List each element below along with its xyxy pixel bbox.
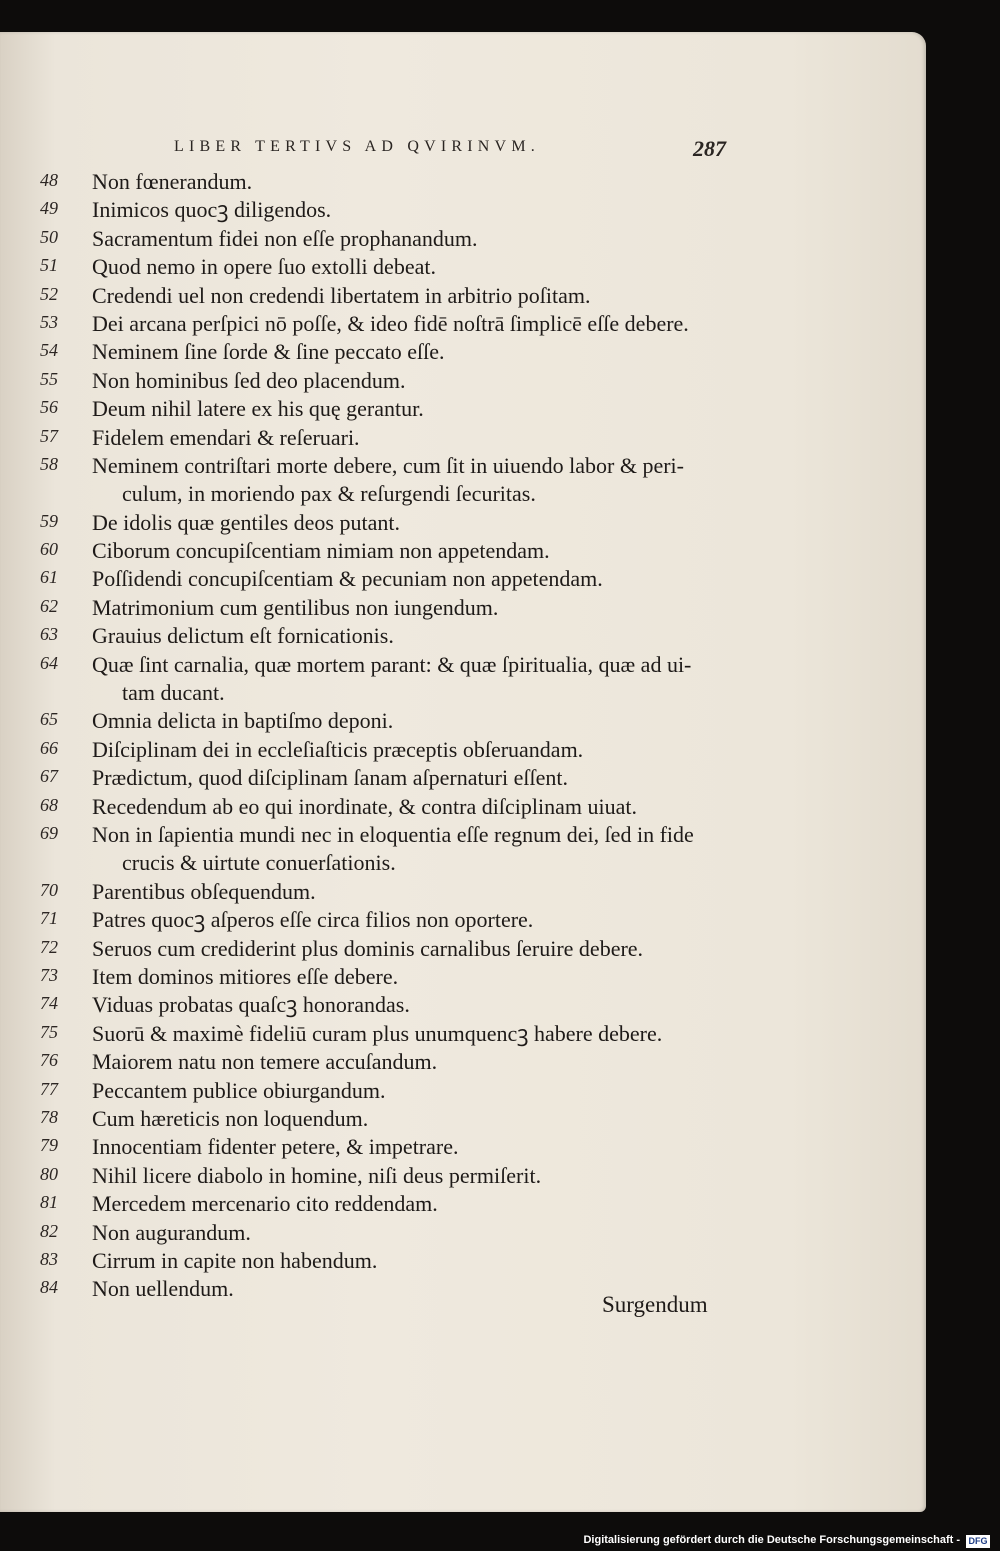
chapter-entry — [0, 367, 926, 395]
entry-text: Patres quocꝫ aſperos eſſe circa filios non oportere. — [92, 907, 534, 933]
chapter-entry — [0, 282, 926, 310]
entry-number: 63 — [40, 624, 58, 645]
page-number: 287 — [693, 136, 726, 161]
entry-text: Parentibus obſequendum. — [92, 878, 316, 904]
footer-bar — [0, 1532, 1000, 1551]
entry-number: 59 — [40, 510, 58, 531]
chapter-entry — [0, 935, 926, 963]
entry-text: Inimicos quocꝫ diligendos. — [92, 197, 332, 223]
entry-text: Neminem ſine ſorde & ſine peccato eſſe. — [92, 339, 445, 365]
dfg-logo: DFG — [966, 1535, 990, 1548]
entry-number: 77 — [40, 1078, 58, 1099]
entry-number: 64 — [40, 652, 58, 673]
entry-text: Credendi uel non credendi libertatem in arbitrio poſitam. — [92, 282, 591, 308]
funding-notice: Digitalisierung gefördert durch die Deutsche Forschungsgemeinschaft - — [583, 1534, 960, 1546]
chapter-list — [0, 168, 926, 1304]
entry-text: Prædictum, quod diſciplinam ſanam aſpernaturi eſſent. — [92, 765, 568, 791]
entry-number: 84 — [40, 1277, 58, 1298]
entry-text: Non augurandum. — [92, 1219, 251, 1245]
entry-text-continuation: crucis & uirtute conuerſationis. — [122, 850, 396, 876]
entry-text: De idolis quæ gentiles deos putant. — [92, 509, 400, 535]
chapter-entry — [0, 1048, 926, 1076]
entry-text: Fidelem emendari & reſeruari. — [92, 424, 360, 450]
entry-number: 75 — [40, 1021, 58, 1042]
entry-text: Seruos cum crediderint plus dominis carnalibus ſeruire debere. — [92, 935, 644, 961]
entry-number: 82 — [40, 1220, 58, 1241]
entry-text: Non hominibus ſed deo placendum. — [92, 367, 406, 393]
entry-number: 69 — [40, 823, 58, 844]
entry-text: Cum hæreticis non loquendum. — [92, 1105, 369, 1131]
chapter-entry — [0, 168, 926, 196]
chapter-entry — [0, 1077, 926, 1105]
entry-text: Non fœnerandum. — [92, 169, 253, 194]
entry-number: 76 — [40, 1050, 58, 1071]
chapter-entry — [0, 452, 926, 509]
entry-text-continuation: tam ducant. — [122, 680, 225, 706]
entry-text: Diſciplinam dei in eccleſiaſticis præceptis obſeruandam. — [92, 736, 584, 762]
entry-number: 79 — [40, 1135, 58, 1156]
page-header — [170, 136, 726, 166]
entry-text: Mercedem mercenario cito reddendam. — [92, 1191, 438, 1217]
entry-text: Quæ ſint carnalia, quæ mortem parant: & quæ ſpiritualia, quæ ad ui- — [92, 651, 692, 677]
entry-text: Cirrum in capite non habendum. — [92, 1247, 378, 1273]
entry-number: 50 — [40, 226, 58, 247]
chapter-entry — [0, 793, 926, 821]
chapter-entry — [0, 1247, 926, 1275]
entry-text: Dei arcana perſpici nō poſſe, & ideo fidē noſtrā ſimplicē eſſe debere. — [92, 310, 689, 336]
chapter-entry — [0, 764, 926, 792]
entry-number: 70 — [40, 879, 58, 900]
entry-number: 74 — [40, 993, 58, 1014]
entry-text: Non uellendum. — [92, 1276, 234, 1302]
entry-number: 48 — [40, 170, 58, 190]
chapter-entry — [0, 1219, 926, 1247]
entry-number: 56 — [40, 397, 58, 418]
entry-number: 52 — [40, 283, 58, 304]
entry-text-continuation: culum, in moriendo pax & reſurgendi ſecuritas. — [122, 481, 536, 507]
entry-number: 72 — [40, 936, 58, 957]
entry-text: Matrimonium cum gentilibus non iungendum. — [92, 594, 499, 620]
entry-text: Suorū & maximè fideliū curam plus unumquencꝫ habere debere. — [92, 1020, 663, 1046]
entry-number: 71 — [40, 908, 58, 929]
running-title: LIBER TERTIVS AD QVIRINVM. — [174, 138, 540, 155]
entry-number: 73 — [40, 964, 58, 985]
entry-number: 51 — [40, 255, 58, 276]
entry-number: 54 — [40, 340, 58, 361]
chapter-entry — [0, 509, 926, 537]
entry-number: 81 — [40, 1192, 58, 1213]
entry-text: Item dominos mitiores eſſe debere. — [92, 963, 399, 989]
chapter-entry — [0, 310, 926, 338]
chapter-entry — [0, 622, 926, 650]
entry-text: Innocentiam fidenter petere, & impetrare. — [92, 1134, 459, 1160]
entry-number: 66 — [40, 737, 58, 758]
chapter-entry — [0, 707, 926, 735]
entry-number: 62 — [40, 595, 58, 616]
chapter-entry — [0, 1162, 926, 1190]
entry-text: Grauius delictum eſt fornicationis. — [92, 623, 394, 649]
entry-number: 55 — [40, 368, 58, 389]
chapter-entry — [0, 196, 926, 224]
chapter-entry — [0, 1105, 926, 1133]
entry-text: Sacramentum fidei non eſſe prophanandum. — [92, 225, 478, 251]
entry-text: Viduas probatas quaſcꝫ honorandas. — [92, 992, 410, 1018]
chapter-entry — [0, 1190, 926, 1218]
entry-text: Poſſidendi concupiſcentiam & pecuniam non appetendam. — [92, 566, 603, 592]
entry-text: Non in ſapientia mundi nec in eloquentia eſſe regnum dei, ſed in fide — [92, 822, 694, 848]
chapter-entry — [0, 651, 926, 708]
chapter-entry — [0, 253, 926, 281]
chapter-entry — [0, 878, 926, 906]
entry-number: 78 — [40, 1106, 58, 1127]
catchword: Surgendum — [602, 1292, 708, 1317]
entry-text: Neminem contriſtari morte debere, cum ſit in uiuendo labor & peri- — [92, 452, 684, 478]
chapter-entry — [0, 338, 926, 366]
chapter-entry — [0, 424, 926, 452]
chapter-entry — [0, 1275, 926, 1303]
chapter-entry — [0, 1020, 926, 1048]
chapter-entry — [0, 225, 926, 253]
entry-number: 53 — [40, 311, 58, 332]
entry-text: Quod nemo in opere ſuo extolli debeat. — [92, 254, 436, 280]
chapter-entry — [0, 1133, 926, 1161]
entry-text: Maiorem natu non temere accuſandum. — [92, 1049, 438, 1075]
entry-number: 49 — [40, 198, 58, 219]
chapter-entry — [0, 395, 926, 423]
chapter-entry — [0, 821, 926, 878]
chapter-entry — [0, 736, 926, 764]
entry-text: Peccantem publice obiurgandum. — [92, 1077, 386, 1103]
entry-number: 58 — [40, 453, 58, 474]
entry-text: Omnia delicta in baptiſmo deponi. — [92, 708, 394, 734]
entry-number: 60 — [40, 539, 58, 560]
chapter-entry — [0, 906, 926, 934]
entry-text: Nihil licere diabolo in homine, niſi deus permiſerit. — [92, 1162, 542, 1188]
entry-text: Deum nihil latere ex his quę gerantur. — [92, 396, 424, 422]
chapter-entry — [0, 963, 926, 991]
chapter-entry — [0, 594, 926, 622]
entry-number: 67 — [40, 766, 58, 787]
entry-number: 68 — [40, 794, 58, 815]
entry-number: 83 — [40, 1248, 58, 1269]
entry-text: Ciborum concupiſcentiam nimiam non appetendam. — [92, 538, 550, 564]
entry-number: 57 — [40, 425, 58, 446]
chapter-entry — [0, 537, 926, 565]
entry-number: 80 — [40, 1163, 58, 1184]
entry-text: Recedendum ab eo qui inordinate, & contra diſciplinam uiuat. — [92, 793, 637, 819]
entry-number: 65 — [40, 709, 58, 730]
chapter-entry — [0, 565, 926, 593]
chapter-entry — [0, 991, 926, 1019]
entry-number: 61 — [40, 567, 58, 588]
